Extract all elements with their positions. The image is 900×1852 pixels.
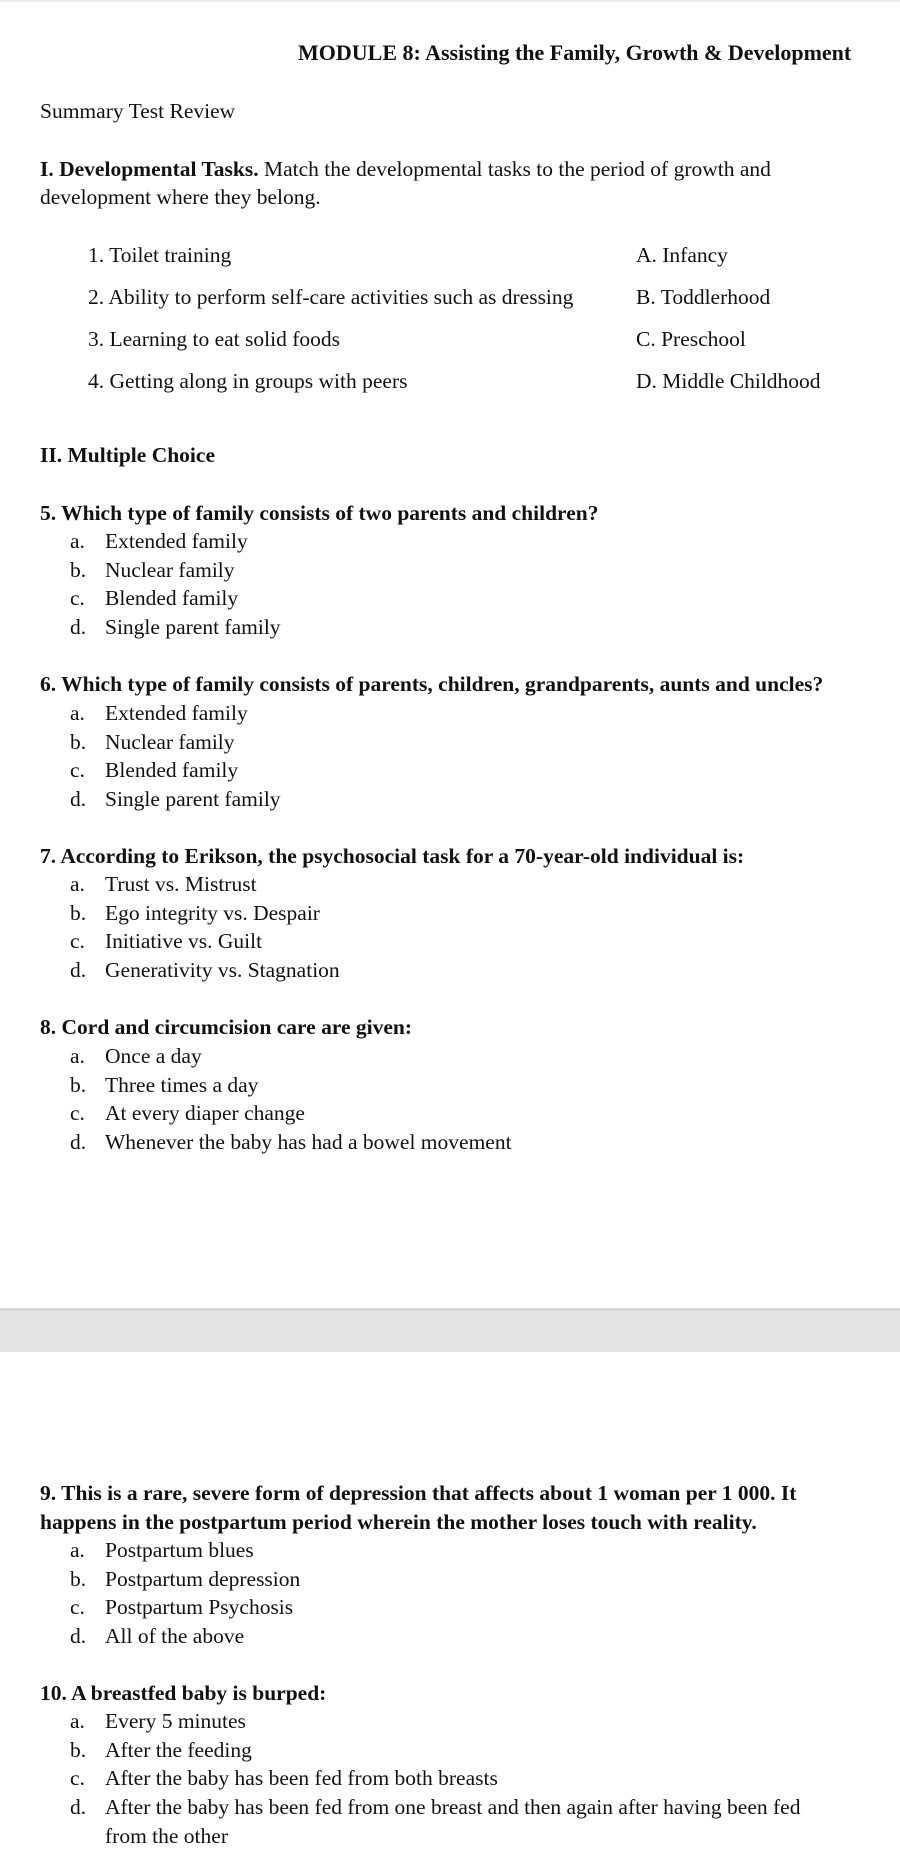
option-item: c. After the baby has been fed from both breasts [70,1766,498,1791]
question-5: 5. Which type of family consists of two parents and children? [40,501,599,525]
task-item: 3. Learning to eat solid foods [88,327,340,351]
option-item: a. Postpartum blues [70,1538,254,1562]
question-8-options [70,1042,512,1157]
question-8: 8. Cord and circumcision care are given: [40,1015,413,1039]
option-item: b. Nuclear family [70,729,235,754]
option-item: c. At every diaper change [70,1101,305,1126]
section2-heading: II. Multiple Choice [40,443,215,467]
option-item: b. Nuclear family [70,557,235,582]
option-continuation: from the other [105,1823,228,1848]
option-item: c. Initiative vs. Guilt [70,929,263,954]
option-item: d. Single parent family [70,615,281,640]
question-6-options [70,699,281,814]
question-7-options [70,870,340,985]
question-10: 10. A breastfed baby is burped: [40,1681,327,1705]
question-10-options [70,1707,800,1850]
task-item: 2. Ability to perform self-care activities such as dressing [88,285,574,309]
option-item: c. Blended family [70,586,239,611]
option-item: d. Generativity vs. Stagnation [70,958,340,983]
option-item: d. Whenever the baby has had a bowel movement [70,1130,512,1155]
option-item: d. Single parent family [70,787,281,812]
period-item: B. Toddlerhood [636,285,771,309]
question-6: 6. Which type of family consists of parents, children, grandparents, aunts and uncles? [40,672,824,696]
period-item: D. Middle Childhood [636,369,821,393]
option-item: b. Postpartum depression [70,1566,301,1591]
question-9-line-1: 9. This is a rare, severe form of depression that affects about 1 woman per 1 000. It [40,1481,797,1505]
option-item: a. Trust vs. Mistrust [70,872,257,896]
option-item: a. Extended family [70,701,248,725]
option-item: a. Once a day [70,1044,202,1068]
section1-intro [40,155,850,211]
option-item: a. Extended family [70,529,248,553]
option-item: d. All of the above [70,1624,245,1649]
question-9-options [70,1536,300,1651]
period-item: C. Preschool [636,327,746,351]
document-title: MODULE 8: Assisting the Family, Growth & Development [298,40,852,65]
option-item: b. Ego integrity vs. Despair [70,900,320,925]
option-item: c. Blended family [70,758,239,783]
document-page-2 [0,1352,900,1852]
option-item: d. After the baby has been fed from one breast and then again after having been fed [70,1795,801,1820]
task-item: 1. Toilet training [88,243,232,267]
question-5-options [70,527,281,642]
option-item: c. Postpartum Psychosis [70,1595,294,1620]
period-item: A. Infancy [636,243,728,267]
page-separator [0,1308,900,1352]
option-item: a. Every 5 minutes [70,1709,246,1733]
question-9-line-2: happens in the postpartum period wherein the mother loses touch with reality. [40,1510,757,1534]
section1-instruction: Match the developmental tasks to the period of growth and development where they belong. [40,157,771,209]
question-7: 7. According to Erikson, the psychosocial task for a 70-year-old individual is: [40,844,745,868]
section1-heading: I. Developmental Tasks. [40,157,259,181]
document-subtitle: Summary Test Review [40,99,236,123]
task-item: 4. Getting along in groups with peers [88,369,408,393]
option-item: b. Three times a day [70,1072,259,1097]
option-item: b. After the feeding [70,1737,252,1762]
